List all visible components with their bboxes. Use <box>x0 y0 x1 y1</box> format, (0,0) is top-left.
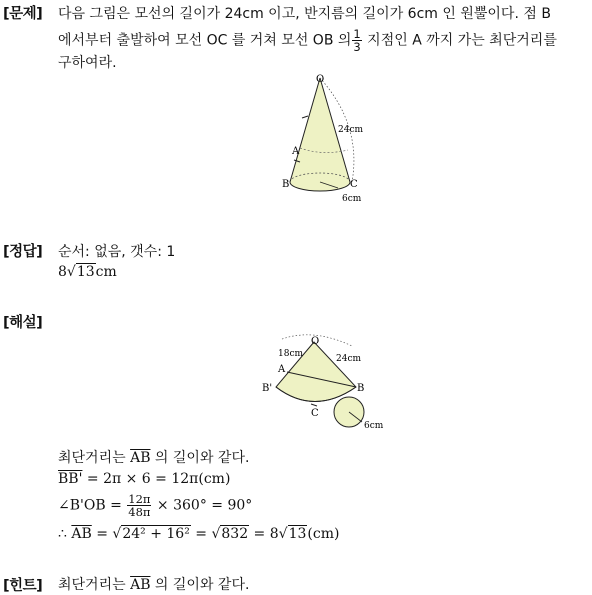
hint-text <box>58 574 249 594</box>
angle-rhs: × 360° = 90° <box>152 497 253 514</box>
answer-radicand: 13 <box>76 264 95 280</box>
explanation-label: [해설] <box>3 315 43 331</box>
cone-label-length: 24cm <box>338 125 364 135</box>
radicand-2: 832 <box>221 526 249 542</box>
fraction-numerator: 1 <box>353 27 361 41</box>
answer-unit: cm <box>95 264 117 280</box>
sqrt-3: √13 <box>278 526 307 542</box>
cone-label-b: B <box>282 179 290 190</box>
cone-label-radius: 6cm <box>342 194 362 204</box>
problem-line-2-a: 에서부터 출발하여 모선 OC 를 거쳐 모선 OB 의 <box>58 32 352 49</box>
explanation-line-1-b: 의 길이와 같다. <box>150 450 250 466</box>
problem-label: [문제] <box>3 6 43 22</box>
angle-line <box>58 493 252 518</box>
sector-label-o: O <box>311 336 320 347</box>
sqrt-2: √832 <box>211 526 249 542</box>
angle-fraction-den: 48π <box>128 505 151 519</box>
problem-line-1: 다음 그림은 모선의 길이가 24cm 이고, 반지름의 길이가 6cm 인 원뿔이다. 점 B <box>58 6 551 22</box>
cone-label-c: C <box>350 179 358 190</box>
sector-label-18: 18cm <box>278 349 304 359</box>
eq-1: = <box>91 526 113 542</box>
therefore-symbol: ∴ <box>58 526 72 542</box>
answer-line-1: 순서: 없음, 갯수: 1 <box>58 244 176 260</box>
segment-ab: $\overline{AB}$ <box>130 450 151 466</box>
distance-unit: (cm) <box>307 526 340 542</box>
cone-label-o: O <box>316 74 325 85</box>
fraction-one-third <box>352 28 361 53</box>
sector-label-b: B <box>357 383 365 394</box>
eq-3: = 8 <box>249 526 279 542</box>
arc-expression: = 2π × 6 = 12π(cm) <box>82 471 231 487</box>
cone-label-a: A <box>292 146 300 157</box>
answer-value <box>58 264 117 280</box>
explanation-line-1 <box>58 447 249 467</box>
segment-ab-2: $\overline{AB}$ <box>71 526 92 542</box>
problem-line-2 <box>58 28 557 53</box>
sqrt-1: √24² + 16² <box>112 526 190 542</box>
distance-line <box>58 526 339 542</box>
angle-fraction-num: 12π <box>128 492 151 506</box>
angle-lhs: ∠B'OB = <box>58 497 127 514</box>
cone-figure <box>282 70 402 206</box>
answer-label: [정답] <box>3 244 43 260</box>
sector-label-radius: 6cm <box>364 421 384 431</box>
problem-line-2-b: 지점인 A 까지 가는 최단거리를 <box>362 32 557 49</box>
arc-length-line <box>58 471 230 487</box>
angle-fraction <box>127 493 151 518</box>
problem-line-3: 구하여라. <box>58 55 117 71</box>
explanation-line-1-a: 최단거리는 <box>58 450 131 466</box>
fraction-denominator: 3 <box>353 40 361 54</box>
hint-segment-ab: $\overline{AB}$ <box>130 577 151 593</box>
sector-label-a: A <box>278 364 286 375</box>
hint-text-b: 의 길이와 같다. <box>150 577 250 593</box>
sqrt-symbol: √13 <box>66 264 95 280</box>
hint-text-a: 최단거리는 <box>58 577 131 593</box>
sector-label-24: 24cm <box>336 354 362 364</box>
radicand-1: 24² + 16² <box>122 526 190 542</box>
sector-label-bprime: B' <box>262 383 273 394</box>
radicand-3: 13 <box>288 526 307 542</box>
eq-2: = <box>190 526 212 542</box>
answer-coef: 8 <box>58 264 67 280</box>
sector-figure <box>262 334 392 434</box>
sector-label-c: C <box>311 408 319 419</box>
hint-label: [힌트] <box>3 578 43 594</box>
arc-bbprime: BB' <box>58 471 83 487</box>
